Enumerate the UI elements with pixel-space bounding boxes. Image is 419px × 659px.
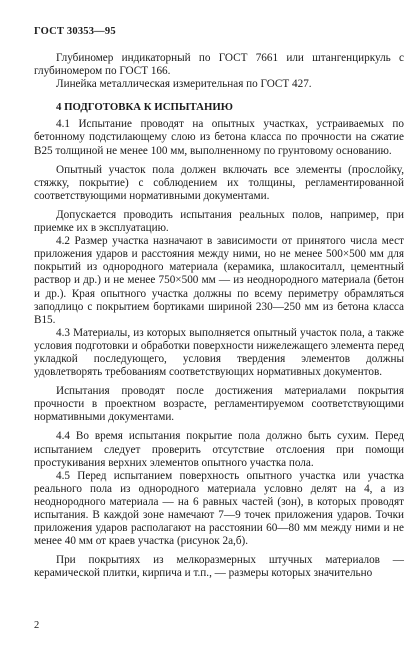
intro-paragraph: Линейка металлическая измерительная по ГОСТ 427. xyxy=(56,78,312,91)
paragraph-4-1: 4.1 Испытание проводят на опытных участках, устраиваемых по бетонному подстилающему слою из бетона класса по прочности на сжатие B25 толщиной не менее 100 мм, выполненному по грунтовому основанию. xyxy=(34,118,404,157)
page-number: 2 xyxy=(34,620,40,631)
document-body xyxy=(34,52,404,580)
paragraph-4-2: 4.2 Размер участка назначают в зависимости от принятого числа мест приложения ударов и расстояния между ними, но не менее 500×500 мм для покрытий из однородного материала (керамика, шлакоситалл, цементный раствор и др.) и не менее 750×500 мм — из неоднородного материала (бетон и др.). Края опытного участка должны по всему периметру обрамляться заподлицо с покрытием бортиками шириной 230—250 мм из бетона класса B15. xyxy=(34,235,404,326)
paragraph: Испытания проводят после достижения материалами покрытия прочности в проектном возрасте, регламентируемом соответствующими нормативными документами. xyxy=(34,385,404,424)
section-title: 4 ПОДГОТОВКА К ИСПЫТАНИЮ xyxy=(56,101,233,114)
paragraph: Допускается проводить испытания реальных полов, например, при приемке их в эксплуатацию. xyxy=(34,208,404,235)
paragraph: При покрытиях из мелкоразмерных штучных материалов — керамической плитки, кирпича и т.п., — размеры которых значительно xyxy=(34,554,404,580)
paragraph-4-5: 4.5 Перед испытанием поверхность опытного участка или участка реального пола из однородного материала условно делят на 4, а из неоднородного материала — на 6 равных частей (зон), в которых проводят испытания. В каждой зоне намечают 7—9 точек приложения ударов. Точки приложения ударов располагают на расстоянии 60—80 мм между ними и не менее 40 мм от краев участка (рисунок 2а,б). xyxy=(34,469,404,548)
document-header: ГОСТ 30353—95 xyxy=(34,26,116,37)
paragraph-4-4: 4.4 Во время испытания покрытие пола должно быть сухим. Перед испытанием следует проверить отсутствие отслоения при помощи простукивания верхних элементов опытного участка пола. xyxy=(34,430,404,469)
paragraph: Опытный участок пола должен включать все элементы (прослойку, стяжку, покрытие) с соблюдением их толщины, регламентированной соответствующими нормативными документами. xyxy=(34,163,404,202)
intro-paragraph: Глубиномер индикаторный по ГОСТ 7661 или штангенциркуль с глубиномером по ГОСТ 166. xyxy=(34,52,404,78)
paragraph-4-3: 4.3 Материалы, из которых выполняется опытный участок пола, а также условия подготовки и обработки поверхности нижележащего элемента перед укладкой последующего, условия твердения элементов должны удовлетворять требованиям соответствующих нормативных документов. xyxy=(34,326,404,379)
